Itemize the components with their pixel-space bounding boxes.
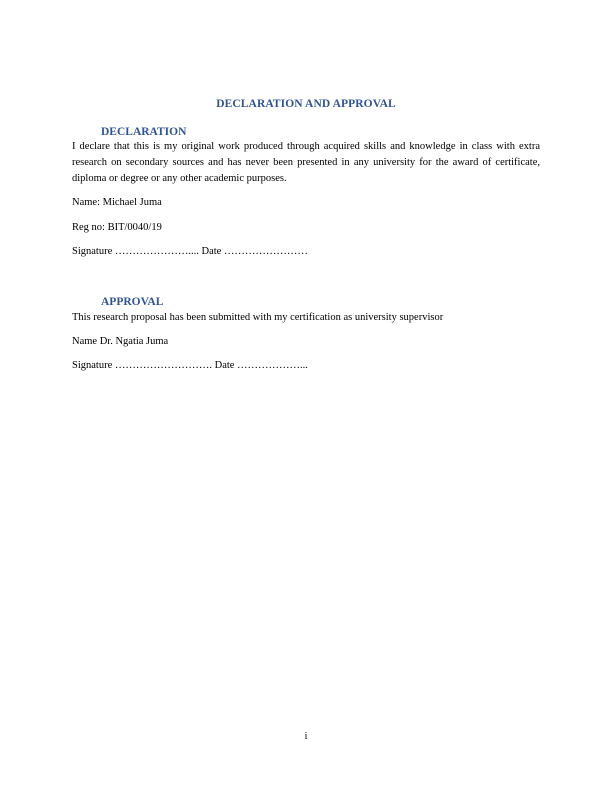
approval-heading: APPROVAL <box>101 296 164 308</box>
declarant-name: Name: Michael Juma <box>72 197 162 208</box>
page-number: i <box>304 731 308 742</box>
declaration-text: I declare that this is my original work produced through acquired skills and knowledge in class with extra research on secondary sources and has never been presented in any university for the award of certificate, diploma or degree or any other academic purposes. <box>72 141 540 184</box>
declarant-reg-no: Reg no: BIT/0040/19 <box>72 222 162 233</box>
page-title: DECLARATION AND APPROVAL <box>216 98 396 110</box>
declaration-signature-line: Signature ………………….... Date …………………… <box>72 246 308 257</box>
approval-text: This research proposal has been submitted with my certification as university supervisor <box>72 312 444 323</box>
supervisor-name: Name Dr. Ngatia Juma <box>72 336 169 347</box>
approval-signature-line: Signature ………………………. Date ………………... <box>72 360 308 371</box>
declaration-heading: DECLARATION <box>101 126 187 138</box>
